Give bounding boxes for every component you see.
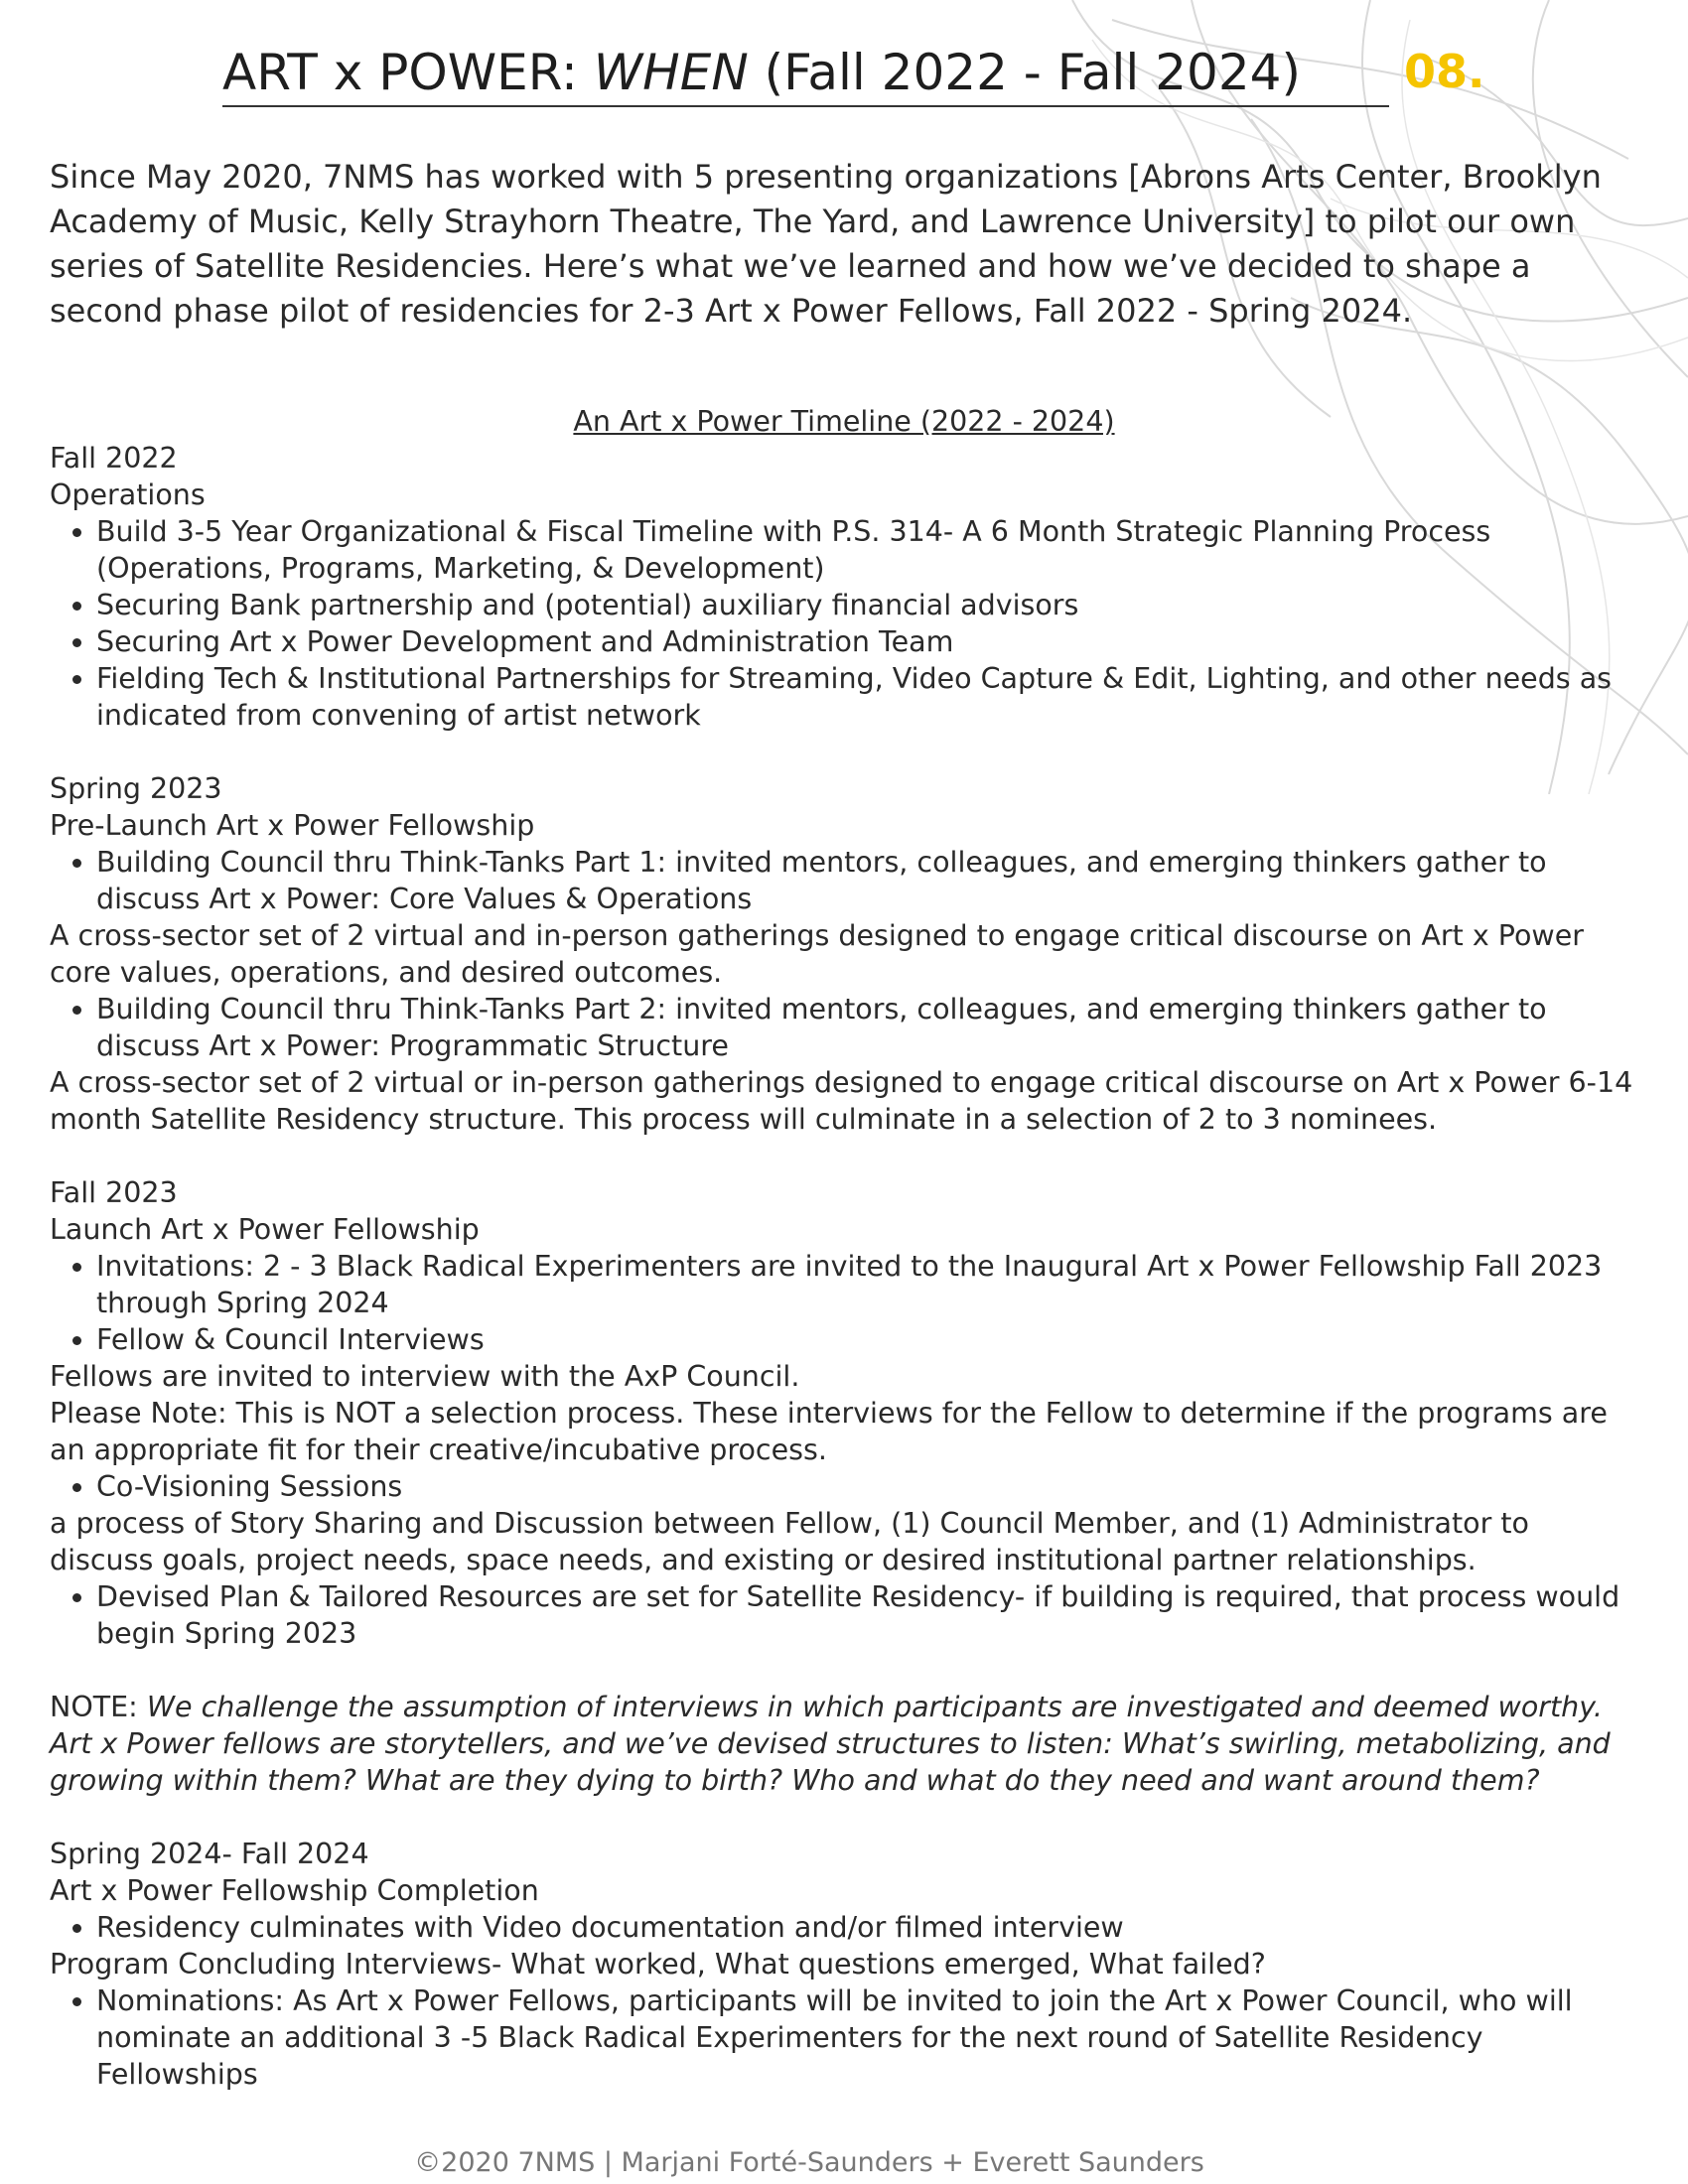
fall-2023-list-3 bbox=[50, 1578, 1638, 1652]
timeline-content bbox=[50, 403, 1638, 2093]
list-item: • Residency culminates with Video documentation and/or filmed interview bbox=[96, 1909, 1638, 1946]
description-text: A cross-sector set of 2 virtual and in-person gatherings designed to engage critical discourse on Art x Power core values, operations, and desired outcomes. bbox=[50, 919, 1584, 989]
season-spring-2023: Spring 2023 bbox=[50, 772, 222, 805]
page-header bbox=[222, 42, 1513, 111]
list-item: • Building Council thru Think-Tanks Part 2: invited mentors, colleagues, and emerging thinkers gather to discuss Art x Power: Programmatic Structure bbox=[96, 991, 1638, 1064]
list-item: • Nominations: As Art x Power Fellows, participants will be invited to join the Art x Power Council, who will nominate an additional 3 -5 Black Radical Experimenters for the next round of Satellite Residency Fellowships bbox=[96, 1982, 1638, 2093]
spring-2024-list-1 bbox=[50, 1909, 1638, 1946]
description-text: Please Note: This is NOT a selection process. These interviews for the Fellow to determine if the programs are an appropriate fit for their creative/incubative process. bbox=[50, 1397, 1608, 1466]
section-heading-pre-launch: Pre-Launch Art x Power Fellowship bbox=[50, 809, 535, 842]
fall-2023-list-2 bbox=[50, 1468, 1638, 1505]
description-text: a process of Story Sharing and Discussion between Fellow, (1) Council Member, and (1) Administrator to discuss goals, project needs, space needs, and existing or desired institutional partner relationships. bbox=[50, 1507, 1529, 1576]
section-heading-operations: Operations bbox=[50, 478, 206, 511]
timeline-title: An Art x Power Timeline (2022 - 2024) bbox=[573, 405, 1115, 438]
list-item: • Invitations: 2 - 3 Black Radical Experimenters are invited to the Inaugural Art x Power Fellowship Fall 2023 through Spring 2024 bbox=[96, 1248, 1638, 1321]
list-item: • Fellow & Council Interviews bbox=[96, 1321, 1638, 1358]
description-text: Fellows are invited to interview with the AxP Council. bbox=[50, 1360, 800, 1393]
season-fall-2023: Fall 2023 bbox=[50, 1176, 178, 1209]
season-spring-2024: Spring 2024- Fall 2024 bbox=[50, 1838, 369, 1870]
spring-2024-list-2 bbox=[50, 1982, 1638, 2093]
note-paragraph bbox=[50, 1689, 1638, 1799]
spring-2023-list-2 bbox=[50, 991, 1638, 1064]
title-suffix: (Fall 2022 - Fall 2024) bbox=[748, 44, 1301, 101]
description-text: Program Concluding Interviews- What worked, What questions emerged, What failed? bbox=[50, 1948, 1266, 1980]
list-item: • Building Council thru Think-Tanks Part 1: invited mentors, colleagues, and emerging thinkers gather to discuss Art x Power: Core Values & Operations bbox=[96, 844, 1638, 917]
section-heading-completion: Art x Power Fellowship Completion bbox=[50, 1874, 539, 1907]
list-item: • Securing Bank partnership and (potential) auxiliary financial advisors bbox=[96, 587, 1638, 623]
section-heading-launch: Launch Art x Power Fellowship bbox=[50, 1213, 480, 1246]
list-item: • Fielding Tech & Institutional Partnerships for Streaming, Video Capture & Edit, Lighting, and other needs as indicated from convening of artist network bbox=[96, 660, 1638, 734]
page-title bbox=[222, 42, 1389, 107]
list-item: • Co-Visioning Sessions bbox=[96, 1468, 1638, 1505]
title-emphasis: WHEN bbox=[593, 44, 749, 101]
fall-2022-list bbox=[50, 513, 1638, 734]
list-item: • Devised Plan & Tailored Resources are set for Satellite Residency- if building is required, that process would begin Spring 2023 bbox=[96, 1578, 1638, 1652]
list-item: • Build 3-5 Year Organizational & Fiscal Timeline with P.S. 314- A 6 Month Strategic Planning Process (Operations, Programs, Marketing, & Development) bbox=[96, 513, 1638, 587]
description-text: A cross-sector set of 2 virtual or in-person gatherings designed to engage critical discourse on Art x Power 6-14 month Satellite Residency structure. This process will culminate in a selection of 2 to 3 nominees. bbox=[50, 1066, 1633, 1136]
season-fall-2022: Fall 2022 bbox=[50, 442, 178, 475]
note-body: We challenge the assumption of interviews in which participants are investigated and deemed worthy. Art x Power fellows are storytellers, and we’ve devised structures to listen: What’s swirling, metabolizing, and growing within them? What are they dying to birth? Who and what do they need and want around them? bbox=[50, 1691, 1611, 1797]
page-number: 08. bbox=[1404, 45, 1485, 98]
list-item: • Securing Art x Power Development and Administration Team bbox=[96, 623, 1638, 660]
note-label: NOTE: bbox=[50, 1691, 147, 1723]
title-prefix: ART x POWER: bbox=[222, 44, 594, 101]
page-footer: ©2020 7NMS | Marjani Forté-Saunders + Everett Saunders bbox=[414, 2147, 1204, 2178]
spring-2023-list-1 bbox=[50, 844, 1638, 917]
fall-2023-list-1 bbox=[50, 1248, 1638, 1358]
intro-paragraph: Since May 2020, 7NMS has worked with 5 presenting organizations [Abrons Arts Center, Brooklyn Academy of Music, Kelly Strayhorn Theatre, The Yard, and Lawrence University] to pilot our own series of Satellite Residencies. Here’s what we’ve learned and how we’ve decided to shape a second phase pilot of residencies for 2-3 Art x Power Fellows, Fall 2022 - Spring 2024. bbox=[50, 158, 1602, 330]
